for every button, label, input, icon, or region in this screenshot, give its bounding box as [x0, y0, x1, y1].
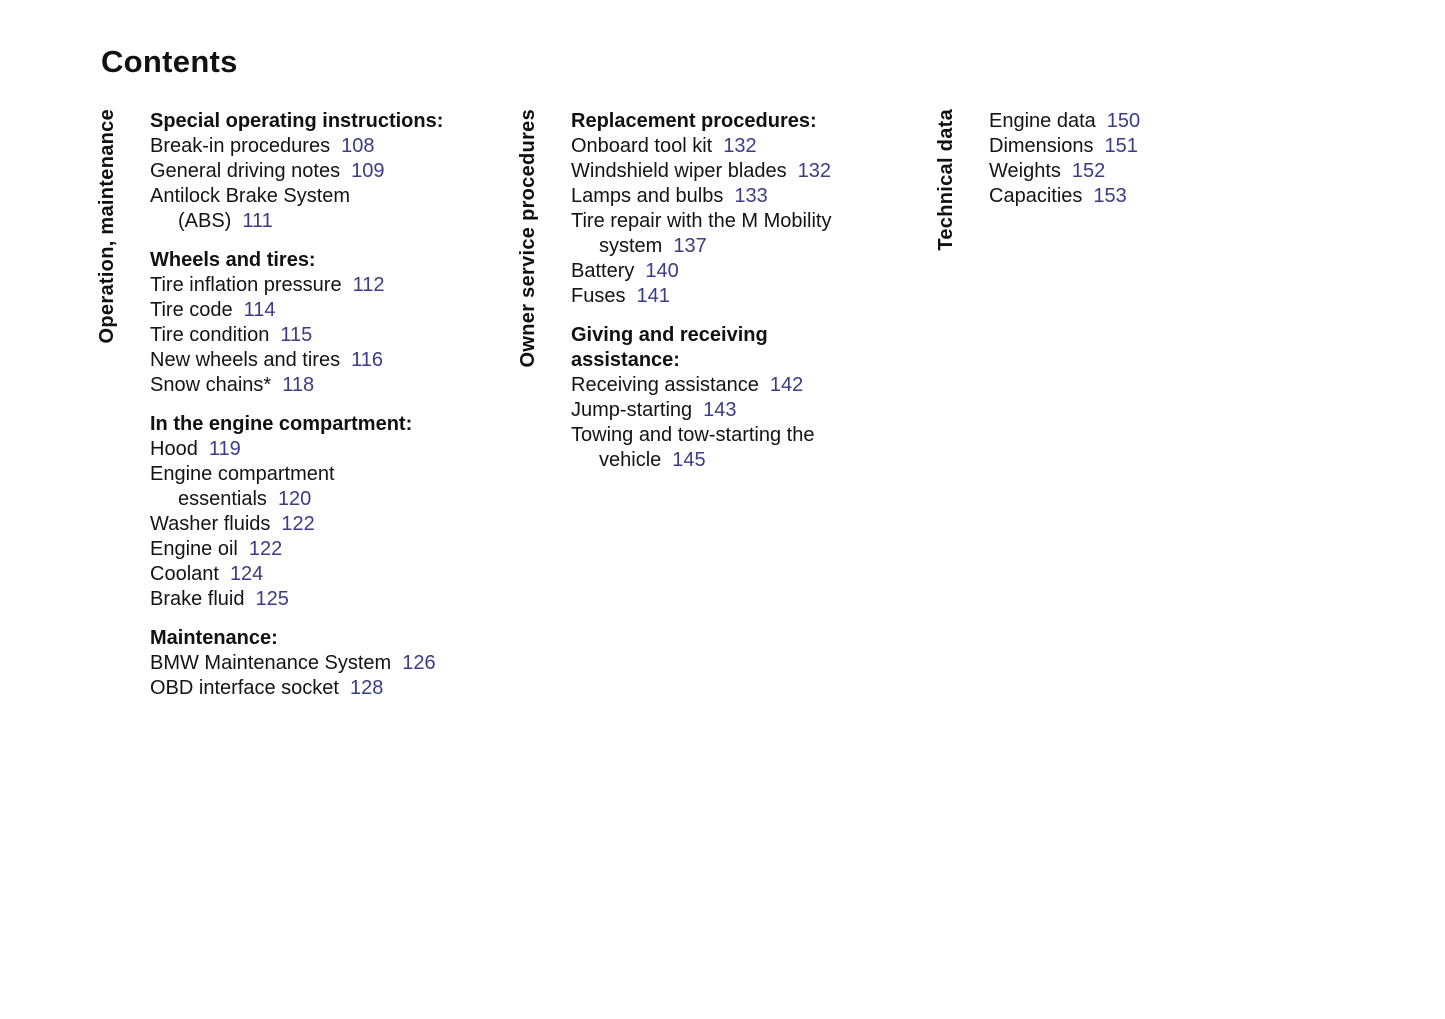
page-number: 151: [1104, 135, 1138, 157]
group-heading: Replacement procedures:: [571, 110, 817, 132]
group-heading: assistance:: [571, 349, 680, 371]
toc-columns: [97, 109, 1276, 701]
page-number: 137: [673, 235, 707, 257]
toc-entry: [150, 273, 518, 298]
page-number: 132: [797, 160, 832, 182]
entry-text: Engine compartment: [150, 463, 335, 485]
entry-text: (ABS): [178, 210, 232, 232]
page-number: 115: [280, 324, 313, 346]
group-heading: In the engine compartment:: [150, 413, 413, 435]
entry-text: Towing and tow-starting the: [571, 424, 815, 446]
entry-text: Hood: [150, 438, 198, 460]
entry-text: Dimensions: [989, 135, 1094, 157]
toc-entry-continuation: [150, 209, 518, 234]
group-heading: Wheels and tires:: [150, 249, 316, 271]
entry-text: Antilock Brake System: [150, 185, 351, 207]
entry-text: Engine oil: [150, 538, 238, 560]
toc-entry: [571, 134, 936, 159]
toc-group: [989, 109, 1276, 209]
entry-text: Tire code: [150, 299, 233, 321]
entry-text: Washer fluids: [150, 513, 271, 535]
entry-text: essentials: [178, 488, 267, 510]
entry-text: Weights: [989, 160, 1061, 182]
page-number: 116: [351, 349, 383, 371]
page-number: 133: [734, 185, 768, 207]
entry-text: Coolant: [150, 563, 219, 585]
toc-entry: [150, 512, 518, 537]
toc-entry: [571, 184, 936, 209]
entry-text: Lamps and bulbs: [571, 185, 724, 207]
toc-entry: [571, 398, 936, 423]
page-number: 118: [282, 374, 315, 396]
page-number: 125: [255, 588, 289, 610]
toc-entry: [150, 676, 518, 701]
entry-text: OBD interface socket: [150, 677, 339, 699]
toc-entry: [150, 134, 518, 159]
page-number: 145: [672, 449, 706, 471]
entry-text: Capacities: [989, 185, 1083, 207]
entry-text: Tire repair with the M Mobility: [571, 210, 832, 232]
entry-text: Tire inflation pressure: [150, 274, 342, 296]
page-number: 140: [645, 260, 679, 282]
entry-text: Receiving assistance: [571, 374, 759, 396]
toc-entry: [989, 184, 1276, 209]
toc-group: [571, 323, 936, 473]
toc-entry: [150, 462, 518, 487]
column-content: [150, 109, 518, 701]
toc-group: [150, 412, 518, 612]
toc-entry: [150, 323, 518, 348]
page-number: 124: [229, 563, 264, 585]
toc-entry: [150, 437, 518, 462]
entry-text: Fuses: [571, 285, 626, 307]
page-number: 111: [242, 210, 273, 232]
toc-entry: [150, 348, 518, 373]
entry-text: General driving notes: [150, 160, 341, 182]
page-number: 108: [341, 135, 375, 157]
entry-text: Onboard tool kit: [571, 135, 713, 157]
toc-entry: [150, 184, 518, 209]
page-number: 153: [1093, 185, 1127, 207]
page-title: Contents: [101, 44, 238, 79]
toc-entry: [150, 159, 518, 184]
page-number: 141: [636, 285, 670, 307]
entry-text: Brake fluid: [150, 588, 245, 610]
toc-group: [150, 109, 518, 234]
toc-group: [150, 626, 518, 701]
group-heading: Special operating instructions:: [150, 110, 444, 132]
page-number: 122: [281, 513, 315, 535]
toc-entry: [571, 284, 936, 309]
toc-entry-continuation: [150, 487, 518, 512]
entry-text: BMW Maintenance System: [150, 652, 392, 674]
toc-entry-continuation: [571, 234, 936, 259]
page-number: 143: [703, 399, 737, 421]
toc-entry: [989, 159, 1276, 184]
page-number: 114: [243, 299, 276, 321]
section-vertical-label: Operation, maintenance: [96, 109, 118, 344]
entry-text: Break-in procedures: [150, 135, 331, 157]
entry-text: Jump-starting: [571, 399, 693, 421]
page-number: 150: [1106, 110, 1141, 132]
page-number: 112: [352, 274, 385, 296]
toc-column: [518, 109, 936, 473]
entry-text: Windshield wiper blades: [571, 160, 787, 182]
group-heading: Giving and receiving: [571, 324, 768, 346]
column-content: [989, 109, 1276, 209]
toc-entry: [989, 109, 1276, 134]
section-vertical-label: Owner service procedures: [517, 109, 539, 368]
toc-entry: [150, 587, 518, 612]
entry-text: vehicle: [599, 449, 662, 471]
entry-text: Engine data: [989, 110, 1096, 132]
page-number: 142: [769, 374, 804, 396]
toc-group: [571, 109, 936, 309]
toc-entry: [150, 298, 518, 323]
toc-group: [150, 248, 518, 398]
page-number: 120: [277, 488, 312, 510]
entry-text: system: [599, 235, 663, 257]
section-vertical-label: Technical data: [935, 109, 957, 251]
toc-column: [936, 109, 1276, 251]
page-number: 126: [402, 652, 436, 674]
toc-entry: [150, 373, 518, 398]
column-content: [571, 109, 936, 473]
toc-entry: [571, 209, 936, 234]
toc-entry: [989, 134, 1276, 159]
page-number: 152: [1071, 160, 1106, 182]
toc-entry-continuation: [571, 448, 936, 473]
entry-text: Tire condition: [150, 324, 270, 346]
toc-entry: [150, 537, 518, 562]
page-number: 128: [349, 677, 384, 699]
entry-text: Battery: [571, 260, 635, 282]
page-number: 122: [248, 538, 283, 560]
group-heading: Maintenance:: [150, 627, 278, 649]
entry-text: Snow chains*: [150, 374, 272, 396]
page-number: 109: [351, 160, 385, 182]
toc-column: [97, 109, 518, 701]
page-number: 132: [723, 135, 757, 157]
entry-text: New wheels and tires: [150, 349, 341, 371]
page-number: 119: [208, 438, 241, 460]
toc-entry: [150, 651, 518, 676]
toc-entry: [571, 373, 936, 398]
toc-entry: [571, 423, 936, 448]
toc-entry: [150, 562, 518, 587]
toc-entry: [571, 159, 936, 184]
toc-entry: [571, 259, 936, 284]
